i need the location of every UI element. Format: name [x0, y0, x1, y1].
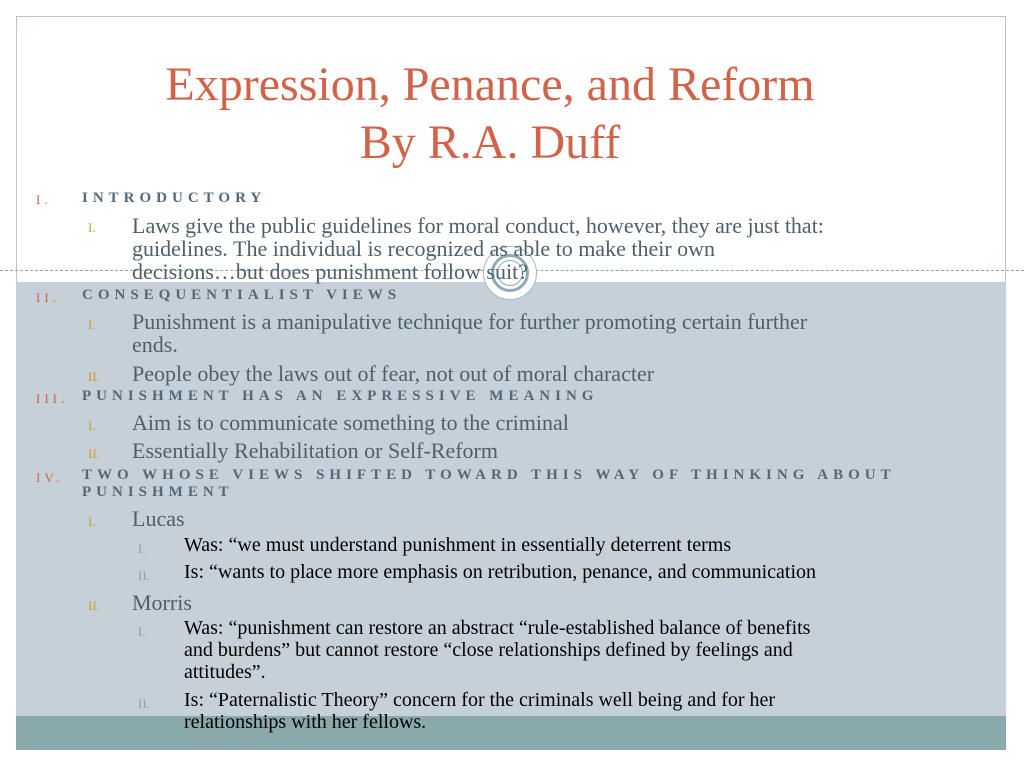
point-number: I. — [88, 220, 96, 235]
point-number: II. — [88, 446, 100, 461]
point-text: Laws give the public guidelines for moral conduct, however, they are just that: — [132, 213, 824, 238]
point-number: II. — [88, 598, 100, 613]
section-heading: TWO WHOSE VIEWS SHIFTED TOWARD THIS WAY OF THINKING ABOUT — [82, 467, 896, 483]
title-line-1: Expression, Penance, and Reform — [165, 58, 815, 111]
point-number: I. — [88, 317, 96, 332]
point-text: decisions…but does punishment follow suit? — [132, 259, 528, 284]
section-heading: CONSEQUENTIALIST VIEWS — [82, 287, 402, 303]
subpoint-text: relationships with her fellows. — [184, 711, 427, 733]
section-heading: INTRODUCTORY — [82, 190, 267, 206]
point-text: guidelines. The individual is recognized as able to make their own — [132, 236, 716, 261]
point-text: ends. — [132, 332, 178, 357]
section-number: IV. — [36, 470, 64, 485]
subpoint-text: Was: “punishment can restore an abstract “rule-established balance of benefits — [184, 617, 811, 639]
point-number: I. — [88, 514, 96, 529]
point-number: II. — [88, 369, 100, 384]
point-text: Morris — [132, 590, 192, 615]
section-number: III. — [36, 391, 69, 406]
subpoint-text: and burdens” but cannot restore “close relationships defined by feelings and — [184, 639, 793, 661]
point-text: Aim is to communicate something to the criminal — [132, 410, 569, 435]
section-number: II. — [36, 290, 60, 305]
subpoint-text: Was: “we must understand punishment in essentially deterrent terms — [184, 534, 732, 556]
title-line-2: By R.A. Duff — [359, 116, 621, 169]
section-number: I. — [36, 192, 52, 207]
subpoint-number: I. — [138, 624, 146, 639]
subpoint-text: attitudes”. — [184, 661, 266, 683]
subpoint-number: II. — [138, 568, 150, 583]
subpoint-text: Is: “Paternalistic Theory” concern for the criminals well being and for her — [184, 689, 776, 711]
subpoint-number: I. — [138, 541, 146, 556]
subpoint-number: II. — [138, 696, 150, 711]
subpoint-text: Is: “wants to place more emphasis on retribution, penance, and communication — [184, 561, 817, 583]
point-text: Punishment is a manipulative technique for further promoting certain further — [132, 309, 808, 334]
section-heading: PUNISHMENT HAS AN EXPRESSIVE MEANING — [82, 388, 599, 404]
section-heading: PUNISHMENT — [82, 484, 234, 500]
point-text: Lucas — [132, 506, 185, 531]
point-text: Essentially Rehabilitation or Self-Reform — [132, 438, 498, 463]
point-text: People obey the laws out of fear, not out of moral character — [132, 361, 655, 386]
point-number: I. — [88, 418, 96, 433]
